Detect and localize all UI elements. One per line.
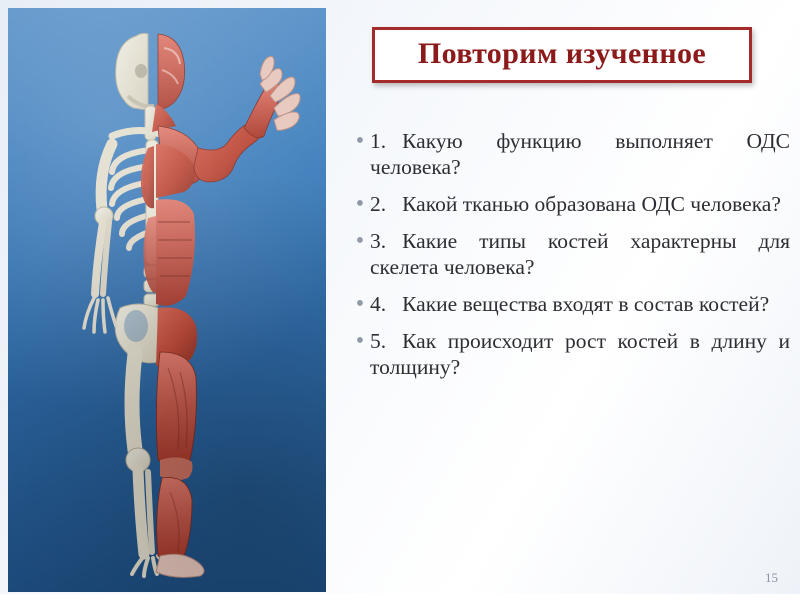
list-item — [350, 128, 790, 180]
page-title: Повторим изученное — [417, 37, 707, 70]
bullet-icon: • — [355, 191, 365, 217]
question-body: Какие типы костей характерны для скелета человека? — [370, 229, 790, 279]
question-number: 1. — [370, 129, 387, 153]
title-box — [372, 27, 752, 83]
question-body: Какой тканью образована ОДС человека? — [402, 192, 781, 216]
question-text — [370, 228, 790, 280]
bullet-icon: • — [355, 128, 365, 154]
question-text — [370, 191, 790, 217]
list-item — [350, 328, 790, 380]
list-item — [350, 228, 790, 280]
content-panel — [330, 0, 800, 600]
question-list — [350, 128, 790, 391]
bullet-icon: • — [355, 328, 365, 354]
question-text — [370, 128, 790, 180]
question-text — [370, 328, 790, 380]
question-text — [370, 291, 790, 317]
question-body: Какую функцию выполняет ОДС человека? — [370, 129, 790, 179]
question-body: Как происходит рост костей в длину и толщину? — [370, 329, 790, 379]
illustration-panel — [8, 8, 326, 592]
question-body: Какие вещества входят в состав костей? — [402, 292, 770, 316]
list-item — [350, 291, 790, 317]
slide-bottom-edge — [0, 594, 800, 600]
human-anatomy-figure-icon — [8, 8, 326, 592]
question-number: 3. — [370, 229, 387, 253]
page-number: 15 — [765, 570, 778, 585]
bullet-icon: • — [355, 291, 365, 317]
question-number: 5. — [370, 329, 387, 353]
question-number: 2. — [370, 192, 387, 216]
bullet-icon: • — [355, 228, 365, 254]
question-number: 4. — [370, 292, 387, 316]
list-item — [350, 191, 790, 217]
